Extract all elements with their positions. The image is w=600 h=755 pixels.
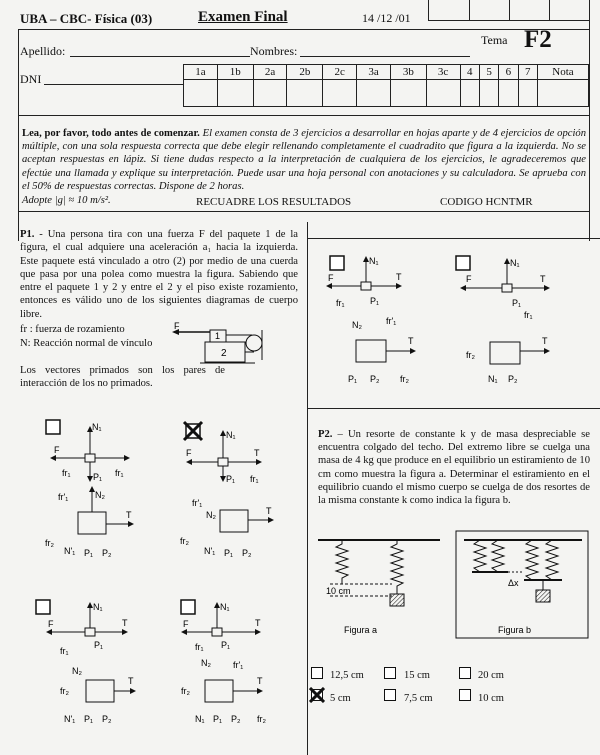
fbd-4-n1: N₁ <box>220 602 230 612</box>
grade-cell[interactable] <box>479 80 498 107</box>
p2-label: P2. <box>318 429 333 440</box>
course-name: UBA – CBC- Física (03) <box>20 11 153 26</box>
fbd-2-fr1p: fr'₁ <box>192 498 203 508</box>
fbd-5-t2: T <box>408 336 414 346</box>
fbd-2-f: F <box>186 448 192 458</box>
exam-title: Examen Final <box>198 9 288 25</box>
fbd-2-t2: T <box>266 506 272 516</box>
p2-option-4-label: 5 cm <box>330 693 351 704</box>
fbd-option-3 <box>30 590 155 730</box>
fbd-4-fr2b: fr₂ <box>257 714 266 724</box>
fbd-5-checkbox[interactable] <box>330 256 344 270</box>
fbd-3-fr1: fr₁ <box>60 646 69 656</box>
fbd-1-n1p: N'₁ <box>64 546 76 556</box>
grade-cell[interactable] <box>460 80 479 107</box>
p2-option-5-label: 7,5 cm <box>404 693 433 704</box>
p2-figures <box>312 528 592 643</box>
fbd-2-p1b: P₁ <box>224 548 234 558</box>
grade-cell[interactable] <box>426 80 460 107</box>
nombres-label: Nombres: <box>250 44 298 58</box>
fbd-1-p1: P₁ <box>93 472 103 482</box>
apellido-field[interactable] <box>70 56 250 57</box>
fbd-6-t2: T <box>542 336 548 346</box>
fbd-5-p1: P₁ <box>370 296 380 306</box>
fbd-3-fr2: fr₂ <box>60 686 69 696</box>
instructions-body: El examen consta de 3 ejercicios a desarrollar en hojas aparte y de 4 ejercicios de opción múltiple, con una sola respuesta correcta que debe elegir rellenando completamente el cuadradito que figura a la izquierda. No se aceptan respuestas en lápiz. Si tiene dudas respecto a la interpretación de cualquiera de los ejercicios, le agradeceremos que efectúe una llamada y explique su interpretación. Puede usar una hoja personal con anotaciones y su calculadora. Se aprueba con el 50% de respuestas correctas. Dispone de 2 horas. <box>22 128 586 192</box>
grade-cell[interactable] <box>390 80 426 107</box>
p2-option-6-checkbox[interactable] <box>459 689 471 701</box>
fbd-option-4 <box>165 590 300 730</box>
figure-a <box>318 540 440 635</box>
dni-field[interactable] <box>44 84 184 85</box>
fbd-3-p1b: P₁ <box>84 714 94 724</box>
fbd-option-6 <box>450 244 565 394</box>
fbd-1-fr2: fr₂ <box>45 538 54 548</box>
fbd-6-fr2: fr₂ <box>466 350 475 360</box>
fbd-4-fr1: fr₁ <box>195 642 204 652</box>
fbd-2-p2: P₂ <box>242 548 252 558</box>
p2-option-3-label: 20 cm <box>478 670 504 681</box>
tema-label: Tema <box>481 33 508 47</box>
p2-option-1-checkbox[interactable] <box>311 667 323 679</box>
fbd-4-p2: P₂ <box>231 714 241 724</box>
p2-option-5-checkbox[interactable] <box>384 689 396 701</box>
fig-a-10cm: 10 cm <box>326 586 351 596</box>
fbd-5-fr2: fr₂ <box>400 374 409 384</box>
setup-box2-label: 2 <box>221 348 227 359</box>
fbd-1-p1b: P₁ <box>84 548 94 558</box>
instructions-lead: Lea, por favor, todo antes de comenzar. <box>22 128 200 139</box>
fbd-1-n2: N₂ <box>95 490 105 500</box>
fbd-2-fr2: fr₂ <box>180 536 189 546</box>
fbd-5-p2: P₂ <box>370 374 380 384</box>
fbd-5-n1: N₁ <box>369 256 379 266</box>
fbd-1-f: F <box>54 445 60 455</box>
grade-col-header: 2a <box>253 65 287 80</box>
fbd-option-1 <box>40 414 155 569</box>
fbd-4-f: F <box>183 619 189 629</box>
fbd-4-p1: P₁ <box>221 640 231 650</box>
figure-b <box>456 531 588 638</box>
grade-col-header: 4 <box>460 65 479 80</box>
grade-table <box>183 64 589 107</box>
fbd-5-f: F <box>328 273 334 283</box>
fbd-5-n2: N₂ <box>352 320 362 330</box>
grade-col-header: 3a <box>357 65 391 80</box>
fbd-1-fr1: fr₁ <box>62 468 71 478</box>
fbd-6-p2: P₂ <box>508 374 518 384</box>
p2-statement <box>318 428 590 507</box>
p1-def-primed: Los vectores primados son los pares de interacción de los no primados. <box>20 365 225 390</box>
instructions-text <box>22 127 586 193</box>
fbd-4-t2: T <box>257 676 263 686</box>
fig-b-label: Figura b <box>498 625 532 635</box>
p2-option-3-checkbox[interactable] <box>459 667 471 679</box>
fbd-6-fr1: fr₁ <box>524 310 533 320</box>
p1-label: P1. <box>20 229 35 240</box>
nombres-field[interactable] <box>300 56 470 57</box>
fbd-6-n1: N₁ <box>510 258 520 268</box>
fbd-option-5 <box>318 244 433 394</box>
p1-def-fr: fr : fuerza de rozamiento <box>20 324 125 335</box>
fbd-1-p2: P₂ <box>102 548 112 558</box>
p2-option-1-label: 12,5 cm <box>330 670 364 681</box>
p2-option-2-checkbox[interactable] <box>384 667 396 679</box>
fbd-2-fr1: fr₁ <box>250 474 259 484</box>
fbd-5-p1b: P₁ <box>348 374 358 384</box>
fbd-4-p1b: P₁ <box>213 714 223 724</box>
grade-cell[interactable] <box>518 80 537 107</box>
fbd-2-n1p: N'₁ <box>204 546 216 556</box>
p1-def-n: N: Reacción normal de vínculo <box>20 338 153 349</box>
fbd-2-t: T <box>254 448 260 458</box>
fbd-6-t: T <box>540 274 546 284</box>
fbd-4-t: T <box>255 618 261 628</box>
fbd-3-n2: N₂ <box>72 666 82 676</box>
p1-text: - Una persona tira con una fuerza F del paquete 1 de la figura, el cual adquiere una aceleración a₁ hacia la izquierda. Este paquete está vinculado a otro (2) por medio de una cuerda que pasa por una polea como muestra la figura. Sabiendo que entre el paquete 1 y 2 y entre el 2 y el piso existe rozamiento, entonces es válido uno de los siguientes diagramas de cuerpo libre. <box>20 229 298 320</box>
fbd-6-p1: P₁ <box>512 298 522 308</box>
fbd-3-p2: P₂ <box>102 714 112 724</box>
fbd-2-p1: P₁ <box>226 474 236 484</box>
fbd-2-n2: N₂ <box>206 510 216 520</box>
grade-col-header: 2c <box>323 65 357 80</box>
fbd-2-n1: N₁ <box>226 430 236 440</box>
exam-date: 14 /12 /01 <box>362 11 411 25</box>
fig-b-deltax: Δx <box>508 578 519 588</box>
fbd-5-fr1p: fr'₁ <box>386 316 397 326</box>
grade-col-header: 6 <box>499 65 518 80</box>
grade-cell[interactable] <box>253 80 287 107</box>
setup-box1-label: 1 <box>215 331 221 341</box>
fbd-3-p1: P₁ <box>94 640 104 650</box>
fbd-1-n1: N₁ <box>92 422 102 432</box>
fbd-4-checkbox[interactable] <box>181 600 195 614</box>
p1-statement <box>20 228 298 321</box>
fbd-3-t2: T <box>128 676 134 686</box>
p1-setup-figure <box>170 322 270 372</box>
fbd-3-n1p: N'₁ <box>64 714 76 724</box>
grade-col-header: 1b <box>217 65 253 80</box>
grade-col-header: 3b <box>390 65 426 80</box>
fig-a-label: Figura a <box>344 625 378 635</box>
recuadre-note: RECUADRE LOS RESULTADOS <box>196 196 352 208</box>
p2-option-2-label: 15 cm <box>404 670 430 681</box>
grade-col-header: Nota <box>538 65 589 80</box>
grade-cell[interactable] <box>499 80 518 107</box>
grade-cell[interactable] <box>217 80 253 107</box>
grade-col-header: 2b <box>287 65 323 80</box>
top-corner-boxes <box>428 0 590 21</box>
fbd-4-fr2: fr₂ <box>181 686 190 696</box>
fbd-4-n2: N₂ <box>201 658 211 668</box>
p2-option-4-checkbox[interactable] <box>311 689 323 701</box>
grade-cell[interactable] <box>357 80 391 107</box>
grade-cell[interactable] <box>184 80 218 107</box>
fbd-1-fr1-right: fr₁ <box>115 468 124 478</box>
fbd-3-n1: N₁ <box>93 602 103 612</box>
grade-cell[interactable] <box>538 80 589 107</box>
fbd-1-checkbox[interactable] <box>46 420 60 434</box>
fbd-5-t: T <box>396 272 402 282</box>
fbd-3-checkbox[interactable] <box>36 600 50 614</box>
fbd-4-n1: N₁ <box>195 714 205 724</box>
apellido-label: Apellido: <box>20 44 66 58</box>
fbd-3-f: F <box>48 619 54 629</box>
grade-col-header: 5 <box>479 65 498 80</box>
grade-cell[interactable] <box>287 80 323 107</box>
fbd-6-f: F <box>466 274 472 284</box>
grade-col-header: 3c <box>426 65 460 80</box>
grade-col-header: 7 <box>518 65 537 80</box>
setup-force-label: F <box>174 322 180 331</box>
fbd-4-fr1p: fr'₁ <box>233 660 244 670</box>
fbd-5-fr1: fr₁ <box>336 298 345 308</box>
fbd-6-checkbox[interactable] <box>456 256 470 270</box>
codigo-note: CODIGO HCNTMR <box>440 196 533 208</box>
p2-option-6-label: 10 cm <box>478 693 504 704</box>
fbd-1-t: T <box>126 510 132 520</box>
dni-label: DNI <box>20 72 42 86</box>
grade-col-header: 1a <box>184 65 218 80</box>
fbd-1-fr1p: fr'₁ <box>58 492 69 502</box>
p2-text: – Un resorte de constante k y de masa despreciable se encuentra colgado del techo. Del extremo libre se cuelga una masa de 4 kg que produce en el equilibrio un estiramiento de 10 cm como muestra la figura a. Determinar el estiramiento en el equilibrio cuando el mismo cuerpo se cuelga de dos resortes de la misma constante k como indica la figura b. <box>318 429 590 507</box>
grade-cell[interactable] <box>323 80 357 107</box>
fbd-6-n1: N₁ <box>488 374 498 384</box>
gravity-note: Adopte |g| ≈ 10 m/s². <box>22 195 111 206</box>
p2-option-4-mark <box>309 687 325 703</box>
tema-value: F2 <box>524 26 552 53</box>
fbd-3-t: T <box>122 618 128 628</box>
fbd-option-2 <box>170 414 295 569</box>
